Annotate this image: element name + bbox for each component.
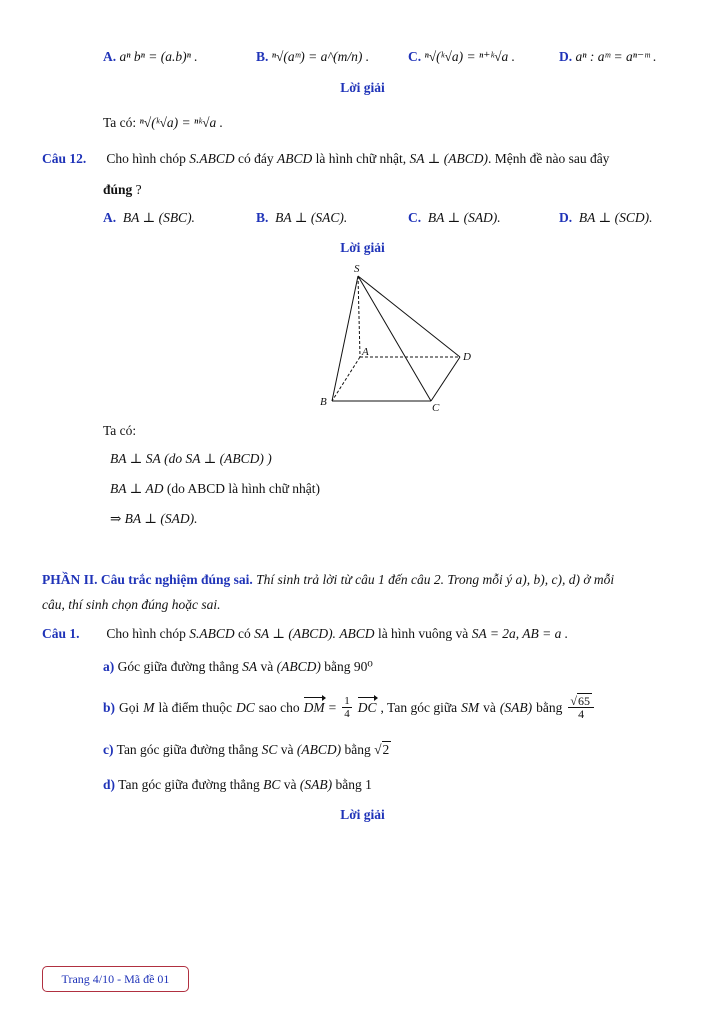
footer-text: Trang 4/10 - Mã đề 01 [61, 971, 170, 986]
point-c: C [432, 402, 440, 412]
q12-option-a: A. BA ⊥ (SBC). [103, 210, 195, 225]
q12-option-b: B. BA ⊥ (SAC). [256, 210, 348, 225]
q12-solution-line3: ⇒ BA ⊥ (SAD). [110, 511, 198, 526]
p2q1-item-c: c) Tan góc giữa đường thẳng SC và (ABCD) bằng √2 [103, 742, 390, 757]
p2q1-solution-heading: Lời giải [340, 807, 385, 822]
vector-dc: DC [357, 699, 377, 715]
p2q1-stem: Câu 1. Cho hình chóp S.ABCD có SA ⊥ (ABCD). ABCD là hình vuông và SA = 2a, AB = a . [42, 626, 569, 641]
point-d: D [463, 351, 471, 363]
q11-option-d: D. aⁿ : aᵐ = aⁿ⁻ᵐ . [559, 49, 657, 64]
q11-solution: Ta có: ⁿ√(ᵏ√a) = ⁿᵏ√a . [103, 115, 223, 130]
q11-option-b: B. ⁿ√(aᵐ) = a^(m/n) . [256, 49, 370, 64]
fraction-one-quarter: $\frac{1}{4}$ [344, 695, 350, 720]
q12-solution-line2: BA ⊥ AD (do ABCD là hình chữ nhật) [110, 481, 321, 496]
q11-solution-heading: Lời giải [340, 80, 385, 95]
page-footer [42, 966, 189, 992]
p2q1-label: Câu 1. [42, 626, 80, 641]
edge-sd [358, 276, 460, 357]
q11-option-a: A. aⁿ bⁿ = (a.b)ⁿ . [103, 49, 198, 64]
p2q1-item-d: d) Tan góc giữa đường thẳng BC và (SAB) bằng 1 [103, 777, 372, 792]
vector-dm: DM [303, 699, 325, 715]
q12-label: Câu 12. [42, 151, 87, 166]
p2q1-item-b: b) Gọi M là điểm thuộc DC sao cho DM = $\frac{1}{4}$ DC , Tan góc giữa SM và (SAB) bằng $\frac{√65}{4}$ [103, 695, 596, 720]
q11-option-c: C. ⁿ√(ᵏ√a) = ⁿ⁺ᵏ√a . [408, 49, 516, 64]
q12-option-c: C. BA ⊥ (SAD). [408, 210, 501, 225]
answer-sqrt65-over-4: $\frac{√65}{4}$ [568, 695, 594, 720]
edge-sc [358, 276, 431, 401]
p2q1-item-a: a) Góc giữa đường thẳng SA và (ABCD) bằng 90⁰ [103, 659, 373, 674]
q12-solution-heading: Lời giải [340, 240, 385, 255]
q12-solution-line1: BA ⊥ SA (do SA ⊥ (ABCD) ) [110, 451, 272, 466]
edge-cd [431, 357, 460, 401]
part2-heading: PHẦN II. Câu trắc nghiệm đúng sai. Thí sinh trả lời từ câu 1 đến câu 2. Trong mỗi ý a), b), c), d) ở mỗi câu, thí sinh chọn đúng hoặc sai. [42, 572, 615, 612]
edge-sa [358, 276, 360, 357]
point-b: B [320, 396, 327, 408]
q12-stem-line2: đúng ? [103, 182, 142, 197]
pyramid-figure [310, 262, 480, 412]
edge-sb [332, 276, 358, 401]
point-s: S [354, 263, 360, 275]
q12-stem: Câu 12. Cho hình chóp S.ABCD có đáy ABCD là hình chữ nhật, SA ⊥ (ABCD). Mệnh đề nào sau đây [42, 151, 610, 166]
q12-option-d: D. BA ⊥ (SCD). [559, 210, 653, 225]
q12-solution-intro: Ta có: [103, 423, 137, 438]
point-a: A [362, 346, 369, 358]
sqrt-two: 2 [382, 742, 390, 757]
